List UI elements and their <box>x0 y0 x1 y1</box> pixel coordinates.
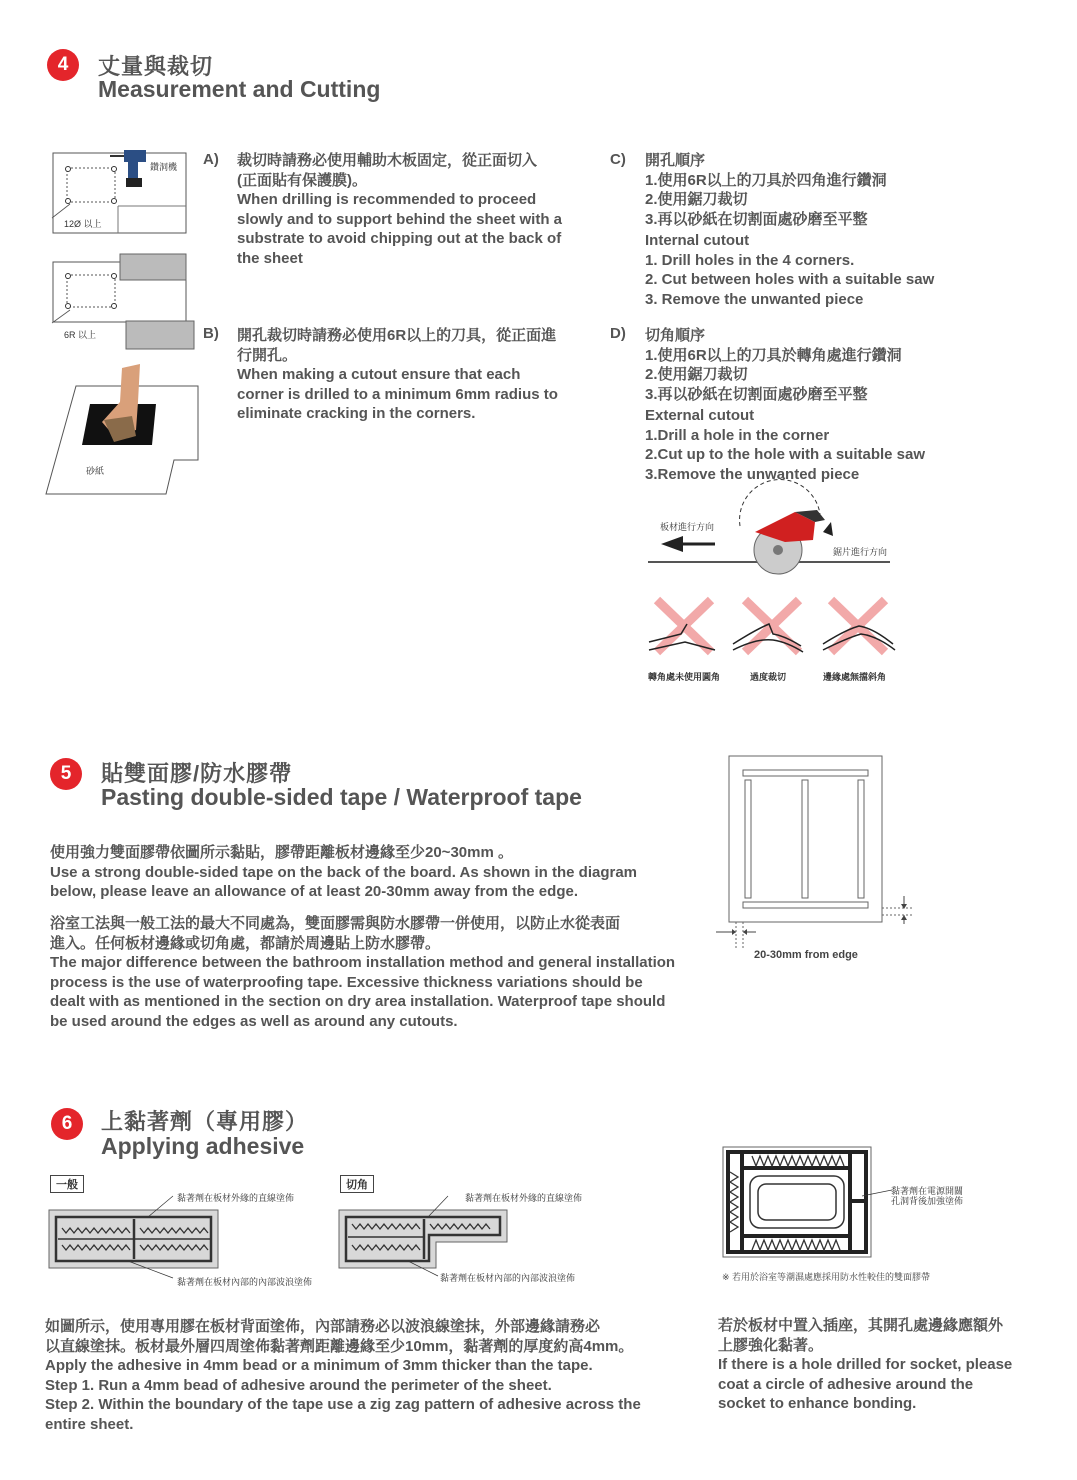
label-drill: 鑽洞機 <box>150 162 178 172</box>
step-a-letter: A) <box>203 151 219 168</box>
section-5-paragraph-2: 浴室工法與一般工法的最大不同處為，雙面膠需與防水膠帶一併使用，以防止水從表面 進入。任何板材邊緣或切角處，都請於周邊貼上防水膠帶。 The major difference between the bathroom installation method and general installation process is the use of waterproofing tape. Excessive thickness variations should be dealt with as mentioned in the section on dry area installation. Waterproof tape should be used around the edges as well as around any cutouts. <box>50 915 676 1030</box>
section-6-title-en: Applying adhesive <box>101 1133 305 1159</box>
label-outer-line-general: 黏著劑在板材外緣的直線塗佈 <box>177 1193 295 1203</box>
waterproof-note: ※ 若用於浴室等潮濕處應採用防水性較佳的雙面膠帶 <box>722 1272 931 1282</box>
saw-figure <box>645 492 895 582</box>
edge-allowance-label: 20-30mm from edge <box>754 949 858 961</box>
label-blade-direction: 鋸片進行方向 <box>833 547 888 557</box>
label-sandpaper: 砂紙 <box>86 466 105 476</box>
step-d-text: 切角順序 1.使用6R以上的刀具於轉角處進行鑽洞 2.使用鋸刀裁切 3.再以砂紙在切割面處砂磨至平整 External cutout 1.Drill a hole in the corner 2.Cut up to the hole with a suitable saw 3.Remove the unwanted piece <box>645 327 926 483</box>
step-b-letter: B) <box>203 325 219 342</box>
section-6-badge: 6 <box>51 1108 83 1140</box>
section-5-badge: 5 <box>50 758 82 790</box>
socket-adhesive-diagram <box>722 1146 902 1266</box>
section-4-title-en: Measurement and Cutting <box>98 76 381 102</box>
section-6-paragraph-left: 如圖所示，使用專用膠在板材背面塗佈，內部請務必以波浪線塗抹，外部邊緣請務必 以直線塗抹。板材最外層四周塗佈黏著劑距離邊緣至少10mm，黏著劑的厚度約高4mm。 Apply the adhesive in 4mm bead or a minimum of 3mm thicker than the tape. Step 1. Run a 4mm bead of adhesive around the perimeter of the sheet. Step 2. Within the boundary of the tape use a zig zag pattern of adhesive across the entire sheet. <box>45 1318 641 1433</box>
wrong-cuts-figure <box>645 594 905 664</box>
wrong-cut-2 <box>733 600 803 652</box>
cutting-illustrations <box>40 140 240 500</box>
label-outer-line-corner: 黏著劑在板材外緣的直線塗佈 <box>465 1193 583 1203</box>
step-d-letter: D) <box>610 325 626 342</box>
adhesive-general-diagram <box>48 1206 228 1276</box>
section-5-title-zh: 貼雙面膠/防水膠帶 <box>101 761 293 786</box>
wrong-cut-3 <box>823 600 895 652</box>
section-4-title-zh: 丈量與裁切 <box>98 54 214 79</box>
adhesive-corner-diagram <box>338 1206 518 1276</box>
label-r6: 6R 以上 <box>64 330 97 340</box>
section-6-paragraph-right: 若於板材中置入插座，其開孔處邊緣應額外 上膠強化黏著。 If there is a hole drilled for socket, please coat a circle of adhesive around the socket to enhance bonding. <box>718 1317 1013 1412</box>
tag-corner: 切角 <box>340 1175 374 1193</box>
section-4-badge: 4 <box>47 49 79 81</box>
section-5-paragraph-1: 使用強力雙面膠帶依圖所示黏貼，膠帶距離板材邊緣至少20~30mm 。 Use a strong double-sided tape on the back of the board. As shown in the diagram below, please leave an allowance of at least 20-30mm away from the edge. <box>50 844 638 900</box>
step-c-text: 開孔順序 1.使用6R以上的刀具於四角進行鑽洞 2.使用鋸刀裁切 3.再以砂紙在切割面處砂磨至平整 Internal cutout 1. Drill holes in the 4 corners. 2. Cut between holes with a suitable saw 3. Remove the unwanted piece <box>645 152 935 308</box>
label-inner-wave-general: 黏著劑在板材內部的內部波浪塗佈 <box>177 1277 313 1287</box>
label-r12: 12Ø 以上 <box>64 219 102 229</box>
step-c-letter: C) <box>610 151 626 168</box>
label-wrong-2: 過度裁切 <box>750 672 787 682</box>
section-6-title-zh: 上黏著劑（專用膠） <box>101 1109 309 1134</box>
step-a-text: 裁切時請務必使用輔助木板固定，從正面切入 (正面貼有保護膜)。 When drilling is recommended to proceed slowly and to support behind the sheet with a substrate to avoid chipping out at the back of the sheet <box>237 152 563 267</box>
section-5-title-en: Pasting double-sided tape / Waterproof tape <box>101 784 582 810</box>
label-board-direction: 板材進行方向 <box>660 522 715 532</box>
tape-diagram <box>712 752 912 952</box>
label-wrong-1: 轉角處未使用圓角 <box>648 672 721 682</box>
tag-general: 一般 <box>50 1175 84 1193</box>
label-wrong-3: 邊緣處無擋斜角 <box>823 672 887 682</box>
wrong-cut-1 <box>649 600 715 652</box>
label-socket-adhesive: 黏著劑在電源開關 孔洞背後加強塗佈 <box>891 1186 964 1206</box>
label-inner-wave-corner: 黏著劑在板材內部的內部波浪塗佈 <box>440 1273 576 1283</box>
sanding-figure <box>46 364 198 494</box>
step-b-text: 開孔裁切時請務必使用6R以上的刀具，從正面進 行開孔。 When making a cutout ensure that each corner is drilled to a minimum 6mm radius to eliminate cracking in the corners. <box>237 327 558 422</box>
